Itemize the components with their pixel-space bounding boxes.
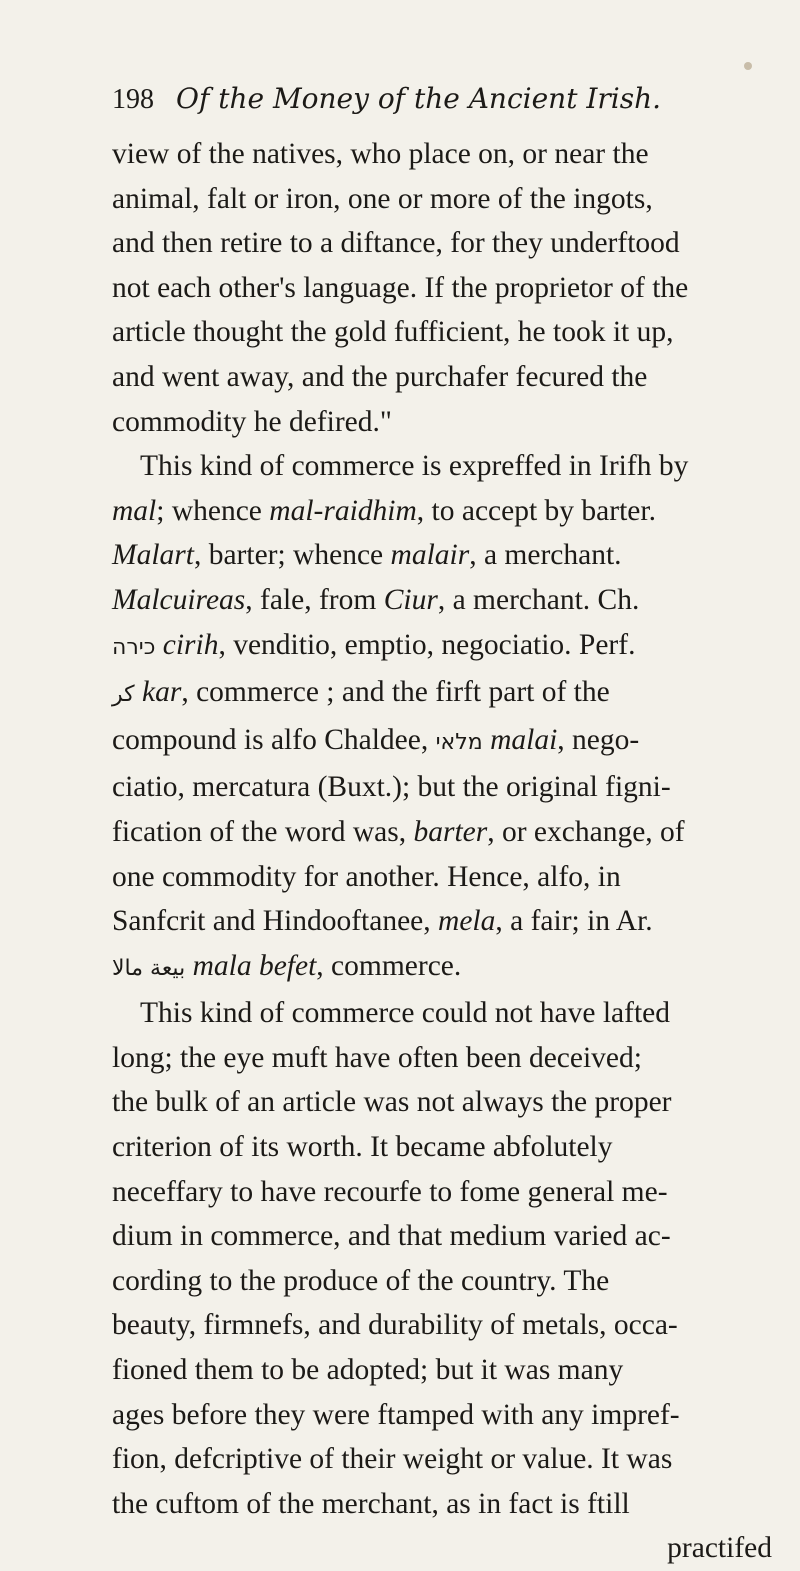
foreign-term: mala befet: [192, 949, 317, 982]
text-line: the bulk of an article was not always the proper: [112, 1086, 672, 1119]
foreign-term: cirih: [162, 628, 219, 661]
text-line: the cuftom of the merchant, as in fact is ftill: [112, 1487, 630, 1520]
text-line: beauty, firmnefs, and durability of metals, occa-: [112, 1309, 678, 1342]
text-line: [112, 623, 800, 671]
text-line: ciatio, mercatura (Buxt.); but the original figni-: [112, 771, 671, 804]
text-line: and then retire to a diftance, for they underftood: [112, 227, 680, 260]
text-line: view of the natives, who place on, or near the: [112, 138, 649, 170]
text-line: cording to the produce of the country. The: [112, 1264, 610, 1297]
foreign-term: mela: [438, 905, 496, 938]
arabic-word: بيعة مالا: [112, 955, 186, 981]
text-line: neceffary to have recourfe to fome general me-: [112, 1175, 668, 1208]
text-span: , a merchant.: [469, 539, 622, 572]
text-line: dium in commerce, and that medium varied ac-: [112, 1220, 671, 1253]
hebrew-word: כירה: [112, 634, 156, 660]
text-line: This kind of commerce could not have lafted: [140, 997, 671, 1030]
text-line: fion, defcriptive of their weight or value. It was: [112, 1443, 673, 1476]
irish-term: Malart: [112, 539, 194, 572]
text-span: , to accept by barter.: [416, 494, 656, 527]
text-span: , nego-: [557, 723, 640, 756]
text-span: Sanfcrit and Hindooftanee,: [112, 905, 439, 938]
foreign-term: kar: [142, 676, 182, 709]
text-span: , commerce.: [316, 949, 462, 982]
text-line: [112, 533, 800, 578]
hebrew-word: מלאי: [435, 729, 483, 755]
text-line: long; the eye muft have often been deceived;: [112, 1041, 642, 1074]
text-line: fioned them to be adopted; but it was many: [112, 1354, 624, 1387]
text-line: [112, 899, 800, 944]
text-span: [483, 724, 490, 756]
foreign-term: barter: [413, 815, 488, 848]
running-title: Of the Money of the Ancient Irish.: [176, 82, 662, 115]
text-line: not each other's language. If the proprietor of the: [112, 271, 689, 304]
text-span: , fale, from: [245, 583, 384, 616]
text-span: [185, 950, 192, 982]
text-line: article thought the gold fufficient, he took it up,: [112, 316, 674, 349]
text-line: and went away, and the purchafer fecured the: [112, 360, 648, 393]
text-line: This kind of commerce is expreffed in Irifh by: [140, 450, 689, 483]
catchword: practifed: [667, 1532, 772, 1565]
page-header: [112, 82, 661, 116]
text-line: ages before they were ftamped with any impref-: [112, 1398, 680, 1431]
text-line: [112, 670, 800, 718]
irish-term: malair: [390, 539, 470, 572]
irish-term: Ciur: [383, 583, 438, 616]
text-span: , a fair; in Ar.: [495, 905, 653, 938]
text-span: [135, 676, 142, 708]
ink-spot: [744, 62, 752, 70]
text-line: [112, 944, 800, 992]
body-text: [112, 132, 800, 1571]
text-line: [112, 718, 800, 766]
text-line: [112, 489, 800, 534]
text-span: [155, 629, 162, 661]
irish-term: mal: [112, 494, 157, 527]
text-line: commodity he defired.": [112, 405, 392, 438]
text-span: , barter; whence: [193, 539, 391, 572]
page-number: 198: [112, 84, 154, 115]
text-line: [112, 810, 800, 855]
foreign-term: malai: [490, 723, 558, 756]
text-span: , a merchant. Ch.: [437, 583, 640, 616]
text-line: animal, falt or iron, one or more of the ingots,: [112, 182, 653, 215]
text-span: , commerce ; and the firft part of the: [181, 676, 610, 709]
text-span: , venditio, emptio, negociatio. Perf.: [218, 628, 636, 661]
text-line: [112, 578, 800, 623]
text-span: ; whence: [156, 494, 270, 527]
persian-word: کر: [112, 682, 135, 708]
text-span: fication of the word was,: [112, 815, 414, 848]
text-span: , or exchange, of: [487, 815, 685, 848]
irish-term: mal-raidhim: [269, 494, 417, 527]
text-span: compound is alfo Chaldee,: [112, 723, 436, 756]
irish-term: Malcuireas: [112, 583, 246, 616]
text-line: one commodity for another. Hence, alfo, in: [112, 860, 621, 893]
text-line: criterion of its worth. It became abfolutely: [112, 1131, 613, 1164]
